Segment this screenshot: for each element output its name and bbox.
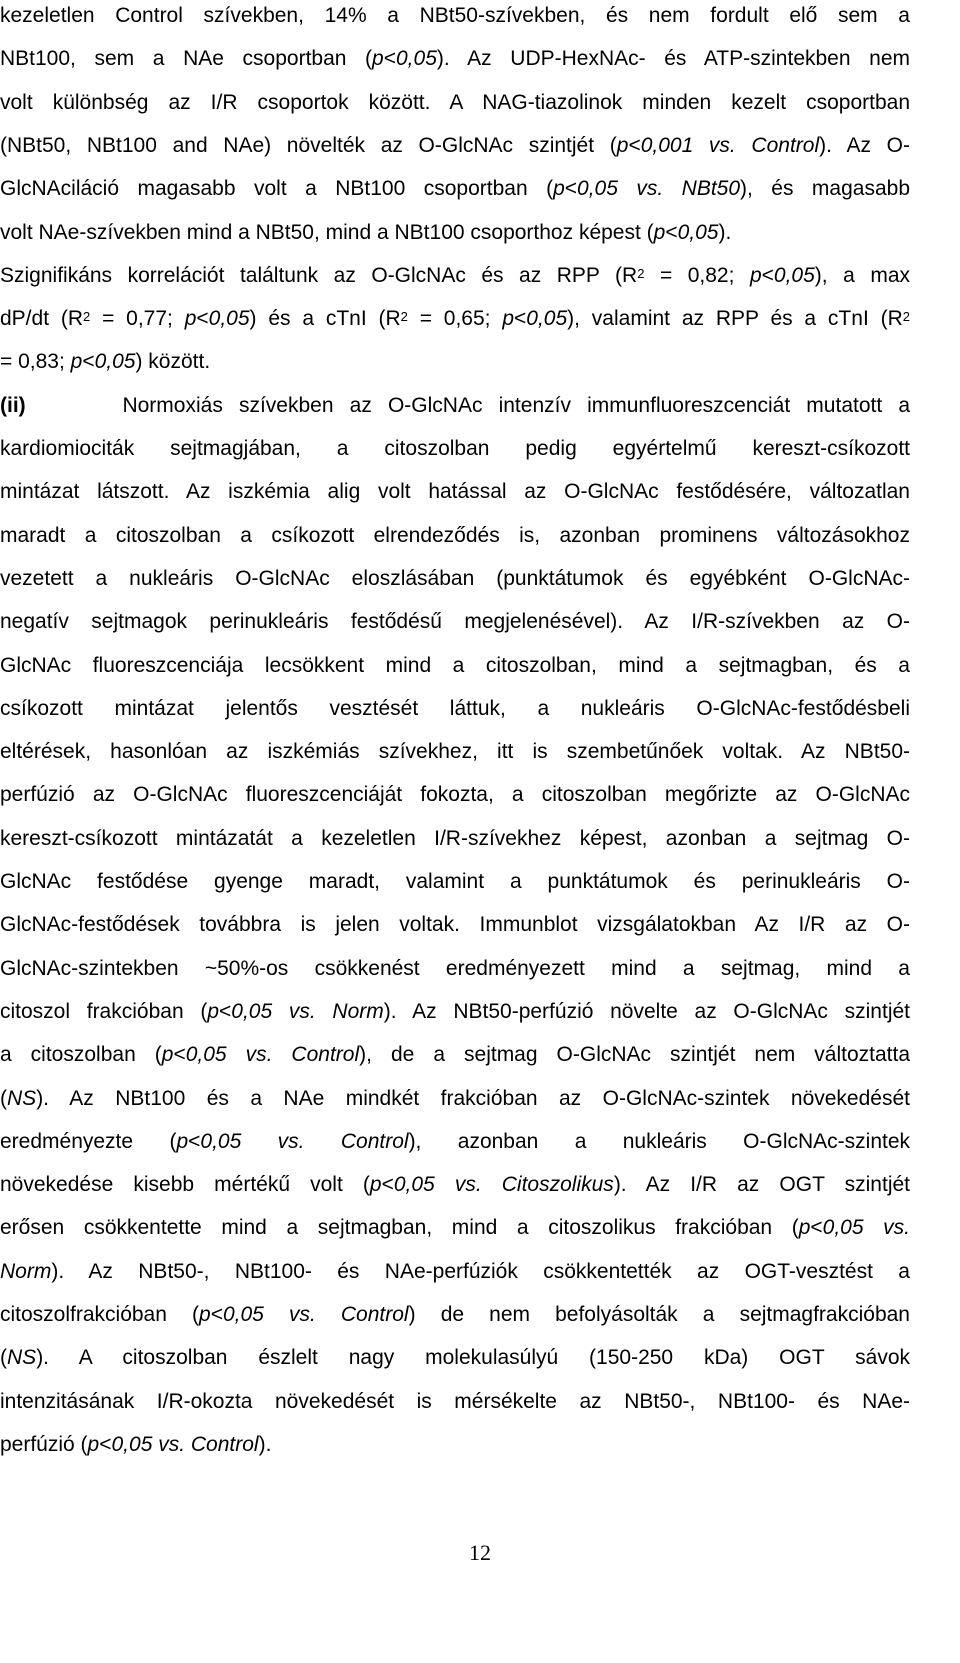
text-line: GlcNAc fluoreszcenciája lecsökkent mind a citoszolban, mind a sejtmagban, és a <box>0 653 910 677</box>
text-line: GlcNAc-festődések továbbra is jelen voltak. Immunblot vizsgálatokban Az I/R az O- <box>0 913 910 937</box>
text-line: NBt100, sem a NAe csoportban (p<0,05). Az UDP-HexNAc- és ATP-szintekben nem <box>0 47 910 71</box>
text-line: Norm). Az NBt50-, NBt100- és NAe-perfúziók csökkentették az OGT-vesztést a <box>0 1259 910 1283</box>
text-line: kardiomiociták sejtmagjában, a citoszolban pedig egyértelmű kereszt-csíkozott <box>0 437 910 460</box>
text-line: volt különbség az I/R csoportok között. A NAG-tiazolinok minden kezelt csoportban <box>0 90 910 114</box>
text-line: a citoszolban (p<0,05 vs. Control), de a sejtmag O-GlcNAc szintjét nem változtatta <box>0 1043 910 1067</box>
text-line: perfúzió (p<0,05 vs. Control). <box>0 1432 272 1456</box>
text-line: vezetett a nukleáris O-GlcNAc eloszlásában (punktátumok és egyébként O-GlcNAc- <box>0 566 910 590</box>
text-line: citoszolfrakcióban (p<0,05 vs. Control) de nem befolyásolták a sejtmagfrakcióban <box>0 1303 910 1326</box>
text-line: intenzitásának I/R-okozta növekedését is mérsékelte az NBt50-, NBt100- és NAe- <box>0 1389 910 1413</box>
text-line: negatív sejtmagok perinukleáris festődésű megjelenésével). Az I/R-szívekben az O- <box>0 610 910 634</box>
text-line: növekedése kisebb mértékű volt (p<0,05 vs. Citoszolikus). Az I/R az OGT szintjét <box>0 1173 910 1197</box>
text-line: maradt a citoszolban a csíkozott elrendeződés is, azonban prominens változásokhoz <box>0 523 910 547</box>
text-line: = 0,83; p<0,05) között. <box>0 350 211 374</box>
text-line: GlcNAciláció magasabb volt a NBt100 csoportban (p<0,05 vs. NBt50), és magasabb <box>0 177 911 201</box>
page-number: 12 <box>469 1540 491 1565</box>
text-line: mintázat látszott. Az iszkémia alig volt hatással az O-GlcNAc festődésére, változatlan <box>0 480 910 504</box>
text-line: csíkozott mintázat jelentős vesztését láttuk, a nukleáris O-GlcNAc-festődésbeli <box>0 696 910 720</box>
text-line: GlcNAc-szintekben ~50%-os csökkenést eredményezett mind a sejtmag, mind a <box>0 956 910 980</box>
text-line: (NS). Az NBt100 és a NAe mindkét frakcióban az O-GlcNAc-szintek növekedését <box>0 1086 910 1110</box>
text-line: erősen csökkentette mind a sejtmagban, mind a citoszolikus frakcióban (p<0,05 vs. <box>0 1216 910 1240</box>
text-line: (NS). A citoszolban észlelt nagy molekulasúlyú (150-250 kDa) OGT sávok <box>0 1346 910 1370</box>
text-line: kezeletlen Control szívekben, 14% a NBt50-szívekben, és nem fordult elő sem a <box>0 4 910 27</box>
text-line: Szignifikáns korrelációt találtunk az O-GlcNAc és az RPP ($R^2 = 0,82$; p<0,05), a max <box>0 263 910 287</box>
text-line: perfúzió az O-GlcNAc fluoreszcenciáját fokozta, a citoszolban megőrizte az O-GlcNAc <box>0 783 910 807</box>
text-line: (ii) Normoxiás szívekben az O-GlcNAc intenzív immunfluoreszcenciát mutatott a <box>0 393 910 417</box>
text-line: kereszt-csíkozott mintázatát a kezeletlen I/R-szívekhez képest, azonban a sejtmag O- <box>0 826 910 850</box>
text-line: eltérések, hasonlóan az iszkémiás szívekhez, itt is szembetűnőek voltak. Az NBt50- <box>0 740 910 764</box>
text-line: volt NAe-szívekben mind a NBt50, mind a NBt100 csoporthoz képest (p<0,05). <box>0 220 732 244</box>
text-line: eredményezte (p<0,05 vs. Control), azonban a nukleáris O-GlcNAc-szintek <box>0 1129 911 1153</box>
text-line: GlcNAc festődése gyenge maradt, valamint a punktátumok és perinukleáris O- <box>0 870 910 893</box>
text-line: dP/dt ($R^2 = 0,77$; p<0,05) és a cTnI ($R^2 = 0,65$; p<0,05), valamint az RPP és a cTnI ($R^2$ <box>0 307 910 331</box>
text-line: (NBt50, NBt100 and NAe) növelték az O-GlcNAc szintjét (p<0,001 vs. Control). Az O- <box>0 133 910 157</box>
text-line: citoszol frakcióban (p<0,05 vs. Norm). Az NBt50-perfúzió növelte az O-GlcNAc szintjét <box>0 999 910 1023</box>
